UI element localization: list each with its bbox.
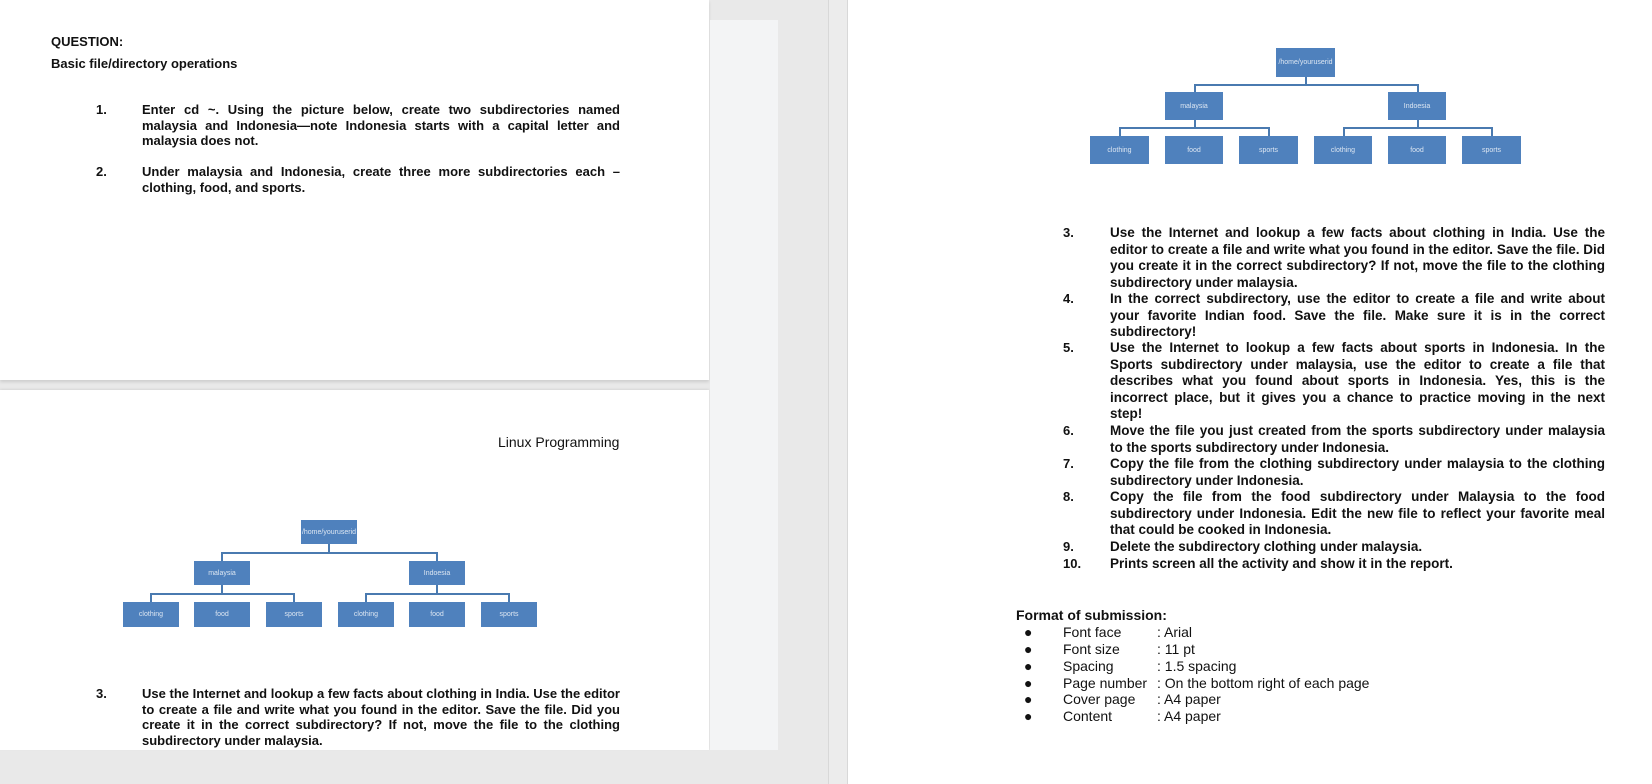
bullet-icon: ● xyxy=(1024,624,1033,640)
bullet-icon: ● xyxy=(1024,641,1033,657)
tree-leaf: food xyxy=(1165,136,1223,164)
format-title: Format of submission: xyxy=(1016,607,1167,623)
format-value: : A4 paper xyxy=(1157,691,1221,707)
item-text: Copy the file from the clothing subdirectory under malaysia to the clothing subdirectory under Indonesia. xyxy=(1110,456,1605,488)
page-side-margin xyxy=(710,20,778,750)
tree-leaf: clothing xyxy=(123,602,179,627)
item-text: Move the file you just created from the sports subdirectory under malaysia to the sports subdirectory under Indonesia. xyxy=(1110,423,1605,455)
tree-leaf: food xyxy=(194,602,250,627)
tree-branch-indonesia: Indoesia xyxy=(409,561,465,585)
tree-connector xyxy=(1268,127,1270,136)
format-key: Font size xyxy=(1063,641,1120,657)
format-key: Spacing xyxy=(1063,658,1114,674)
question-label: QUESTION: xyxy=(51,34,124,49)
item-text: Under malaysia and Indonesia, create three more subdirectories each – clothing, food, and sports. xyxy=(142,164,620,195)
bullet-icon: ● xyxy=(1024,658,1033,674)
format-key: Font face xyxy=(1063,624,1122,640)
format-value: : A4 paper xyxy=(1157,708,1221,724)
tree-leaf: food xyxy=(409,602,465,627)
tree-leaf: clothing xyxy=(1314,136,1372,164)
tree-branch-malaysia: malaysia xyxy=(1165,92,1223,120)
item-number: 9. xyxy=(1063,539,1074,554)
format-key: Cover page xyxy=(1063,691,1136,707)
item-text: Use the Internet and lookup a few facts about clothing in India. Use the editor to create a file and write what you found in the editor. Save the file. Did you create it in the correct subdirectory? If not, move the file to the clothing subdirectory under malaysia. xyxy=(1110,225,1605,290)
item-number: 3. xyxy=(96,686,107,701)
tree-connector xyxy=(293,593,295,602)
page-two xyxy=(0,390,709,750)
tree-branch-malaysia: malaysia xyxy=(194,561,250,585)
format-value: : On the bottom right of each page xyxy=(1157,675,1370,691)
tree-connector xyxy=(1119,127,1270,129)
tree-leaf: sports xyxy=(1462,136,1521,164)
tree-connector xyxy=(1194,84,1419,86)
tree-root: /home/youruserid xyxy=(301,520,357,544)
pane-divider[interactable] xyxy=(828,0,848,784)
format-key: Page number xyxy=(1063,675,1148,691)
item-text: Use the Internet and lookup a few facts about clothing in India. Use the editor to create a file and write what you found in the editor. Save the file. Did you create it in the correct subdirectory? If not, move the file to the clothing subdirectory under malaysia. xyxy=(142,686,620,748)
tree-connector xyxy=(365,593,367,602)
page-header: Linux Programming xyxy=(498,434,620,450)
tree-leaf: food xyxy=(1388,136,1446,164)
tree-connector xyxy=(150,593,295,595)
tree-connector xyxy=(508,593,510,602)
tree-connector xyxy=(365,593,510,595)
tree-connector xyxy=(221,552,437,554)
tree-connector xyxy=(1343,127,1345,136)
item-number: 2. xyxy=(96,164,107,179)
item-text: In the correct subdirectory, use the editor to create a file and write about your favorite Indian food. Save the file. Make sure it is in the correct subdirectory! xyxy=(1110,291,1605,339)
tree-leaf: sports xyxy=(1239,136,1298,164)
format-key: Content xyxy=(1063,708,1113,724)
bullet-icon: ● xyxy=(1024,708,1033,724)
item-number: 7. xyxy=(1063,456,1074,471)
tree-leaf: clothing xyxy=(1090,136,1149,164)
tree-leaf: sports xyxy=(481,602,537,627)
item-text: Delete the subdirectory clothing under malaysia. xyxy=(1110,539,1423,554)
format-value: : 1.5 spacing xyxy=(1157,658,1237,674)
item-number: 8. xyxy=(1063,489,1074,504)
item-number: 1. xyxy=(96,102,107,117)
item-text: Prints screen all the activity and show it in the report. xyxy=(1110,556,1453,571)
item-text: Copy the file from the food subdirectory under Malaysia to the food subdirectory under Indonesia. Edit the new file to reflect your favorite meal that could be cooked in Indonesia. xyxy=(1110,489,1605,537)
item-text: Enter cd ~. Using the picture below, create two subdirectories named malaysia and Indonesia—note Indonesia starts with a capital letter and malaysia does not. xyxy=(142,102,620,148)
item-number: 6. xyxy=(1063,423,1074,438)
bullet-icon: ● xyxy=(1024,675,1033,691)
tree-branch-indonesia: Indoesia xyxy=(1388,92,1446,120)
tree-connector xyxy=(1119,127,1121,136)
tree-connector xyxy=(1491,127,1493,136)
page-one xyxy=(0,0,709,380)
tree-connector xyxy=(436,552,438,561)
item-number: 4. xyxy=(1063,291,1074,306)
item-text: Use the Internet to lookup a few facts about sports in Indonesia. In the Sports subdirectory under malaysia, use the editor to create a file that describes what you found about sports in Indonesia. Yes, this is the incorrect place, but it gives you a chance to practice moving in the next step! xyxy=(1110,340,1605,421)
tree-connector xyxy=(1343,127,1493,129)
item-number: 3. xyxy=(1063,225,1074,240)
tree-connector xyxy=(150,593,152,602)
bullet-icon: ● xyxy=(1024,691,1033,707)
item-number: 10. xyxy=(1063,556,1082,571)
format-value: : Arial xyxy=(1157,624,1193,640)
item-number: 5. xyxy=(1063,340,1074,355)
tree-root: /home/youruserid xyxy=(1276,48,1335,77)
tree-leaf: sports xyxy=(266,602,322,627)
format-value: : 11 pt xyxy=(1157,641,1195,657)
tree-leaf: clothing xyxy=(338,602,394,627)
question-subtitle: Basic file/directory operations xyxy=(51,56,238,71)
tree-connector xyxy=(221,552,223,561)
